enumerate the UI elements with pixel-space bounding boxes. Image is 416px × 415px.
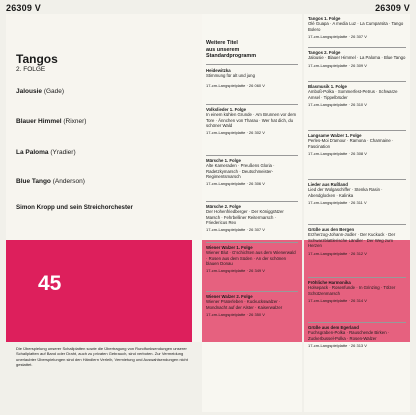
album-title: Tangos [16, 52, 58, 66]
catalog-entry: Volkslieder 1. Folge In einem kühlen Grunde · Am Brunnen vor dem Tore · Ännchen von Tharau · Wer hat dich, du schöner Wald 17-cm-Langspielplatte · 26 302 V [206, 106, 297, 136]
catalog-entry: Tangos 2. Folge Jalousie · Blauer Himmel · La Paloma · Blue Tango 17-cm-Langspielplatte · 26 309 V [308, 50, 406, 68]
catalog-entry: Lieder aus Rußland Lied der Wolgaschiffer · Stenka Rasin · Abendglocken · Kalinka 17-cm-Langspielplatte · 26 311 V [308, 182, 383, 206]
catalog-number-right: 26309 V [375, 3, 410, 13]
gutter [192, 14, 202, 342]
catalog-entry: Heidewitzka Stimmung für alt und jung 17-cm-Langspielplatte · 26 060 V [206, 67, 265, 88]
catalog-entry: Wiener Walzer 2. Folge Wiener Praterleben · Kuckuckswalzer · Mondnacht auf der Alster · Kaiserwalzer 17-cm-Langspielplatte · 26 350 V [206, 293, 283, 317]
album-part: 2. FOLGE [16, 66, 46, 73]
track-item: Blue Tango (Anderson) [16, 178, 85, 185]
catalog-number-left: 26309 V [6, 3, 41, 13]
catalog-entry: Blasmusik 1. Folge Amboß-Polka · Sommerfest-Petrus · Schwarze Amsel · Tippelbrüder 17-cm-Langspielplatte · 26 310 V [308, 84, 398, 108]
speed-label: 45 [38, 272, 62, 295]
catalog-entry: Langsame Walzer 1. Folge Perles-Moi D'amour · Ramona · Charmaine · Fascination 17-cm-Langspielplatte · 26 308 V [308, 133, 394, 157]
column-2-content [308, 16, 406, 361]
artist-name: Simon Kropp und sein Streichorchester [16, 204, 133, 211]
pink-band [6, 240, 192, 342]
further-titles-heading: Weitere Titel aus unserem Standardprogramm [206, 40, 257, 60]
catalog-entry: Grüße aus dem Egerland Fuchsgraben-Polka · Rauschende Birken · Zuckerbussel-Polka · Rosen-Walzer 17-cm-Langspielplatte · 26 313 V [308, 325, 390, 349]
catalog-entry: Tangos 1. Folge Olé Guapa · A media Luz · La Cumparsita · Tango Bolero 17-cm-Langspielplatte · 26 307 V [308, 16, 404, 40]
catalog-entry: Grüße aus den Bergen Erzherzog-Johann-Jodler · Der Kuckuck · Der Schwarzblattlerische Ländler · Der Weg zum Herzen 17-cm-Langspielplatte · 26 312 V [308, 227, 396, 256]
catalog-entry: Wiener Walzer 1. Folge Wiener Blut · G'schichten aus dem Wienerwald · Rosen aus dem Süden · An der schönen blauen Donau 17-cm-Langspielplatte · 26 349 V [206, 244, 296, 274]
track-item: La Paloma (Yradier) [16, 149, 76, 156]
copyright-notice: Die Überspielung unserer Schallplatten sowie die Übertragung von Rundfunksendungen unserer Schallplatten auf Band oder Draht, auch zu privaten Gebrauch, sind verboten. Zur Vermeidung unerlaubter Überspielungen sind den Händlern Verleih, Vermietung und Auswahlsendungen nicht gestattet. [16, 346, 188, 368]
track-item: Blauer Himmel (Rixner) [16, 118, 87, 125]
column-1-content [206, 40, 298, 332]
catalog-entry: Fröhliche Harmonika Holsepack · Rosenfunde · In Grinzing · Tölzer Schützenmarsch 17-cm-Langspielplatte · 26 314 V [308, 280, 396, 304]
catalog-entry: Märsche 1. Folge Alte Kameraden · Preußens Gloria · Radetzkymarsch · Deutschmeister-Regimentsmarsch 17-cm-Langspielplatte · 26 306 V [206, 157, 275, 187]
track-item: Jalousie (Gade) [16, 88, 65, 95]
catalog-entry: Märsche 2. Folge Der Hohenfriedberger · Der Königgrätzer Marsch · Fehrbelliner Reitermarsch · Friedericus Rex 17-cm-Langspielplatte · 26 307 V [206, 203, 284, 233]
